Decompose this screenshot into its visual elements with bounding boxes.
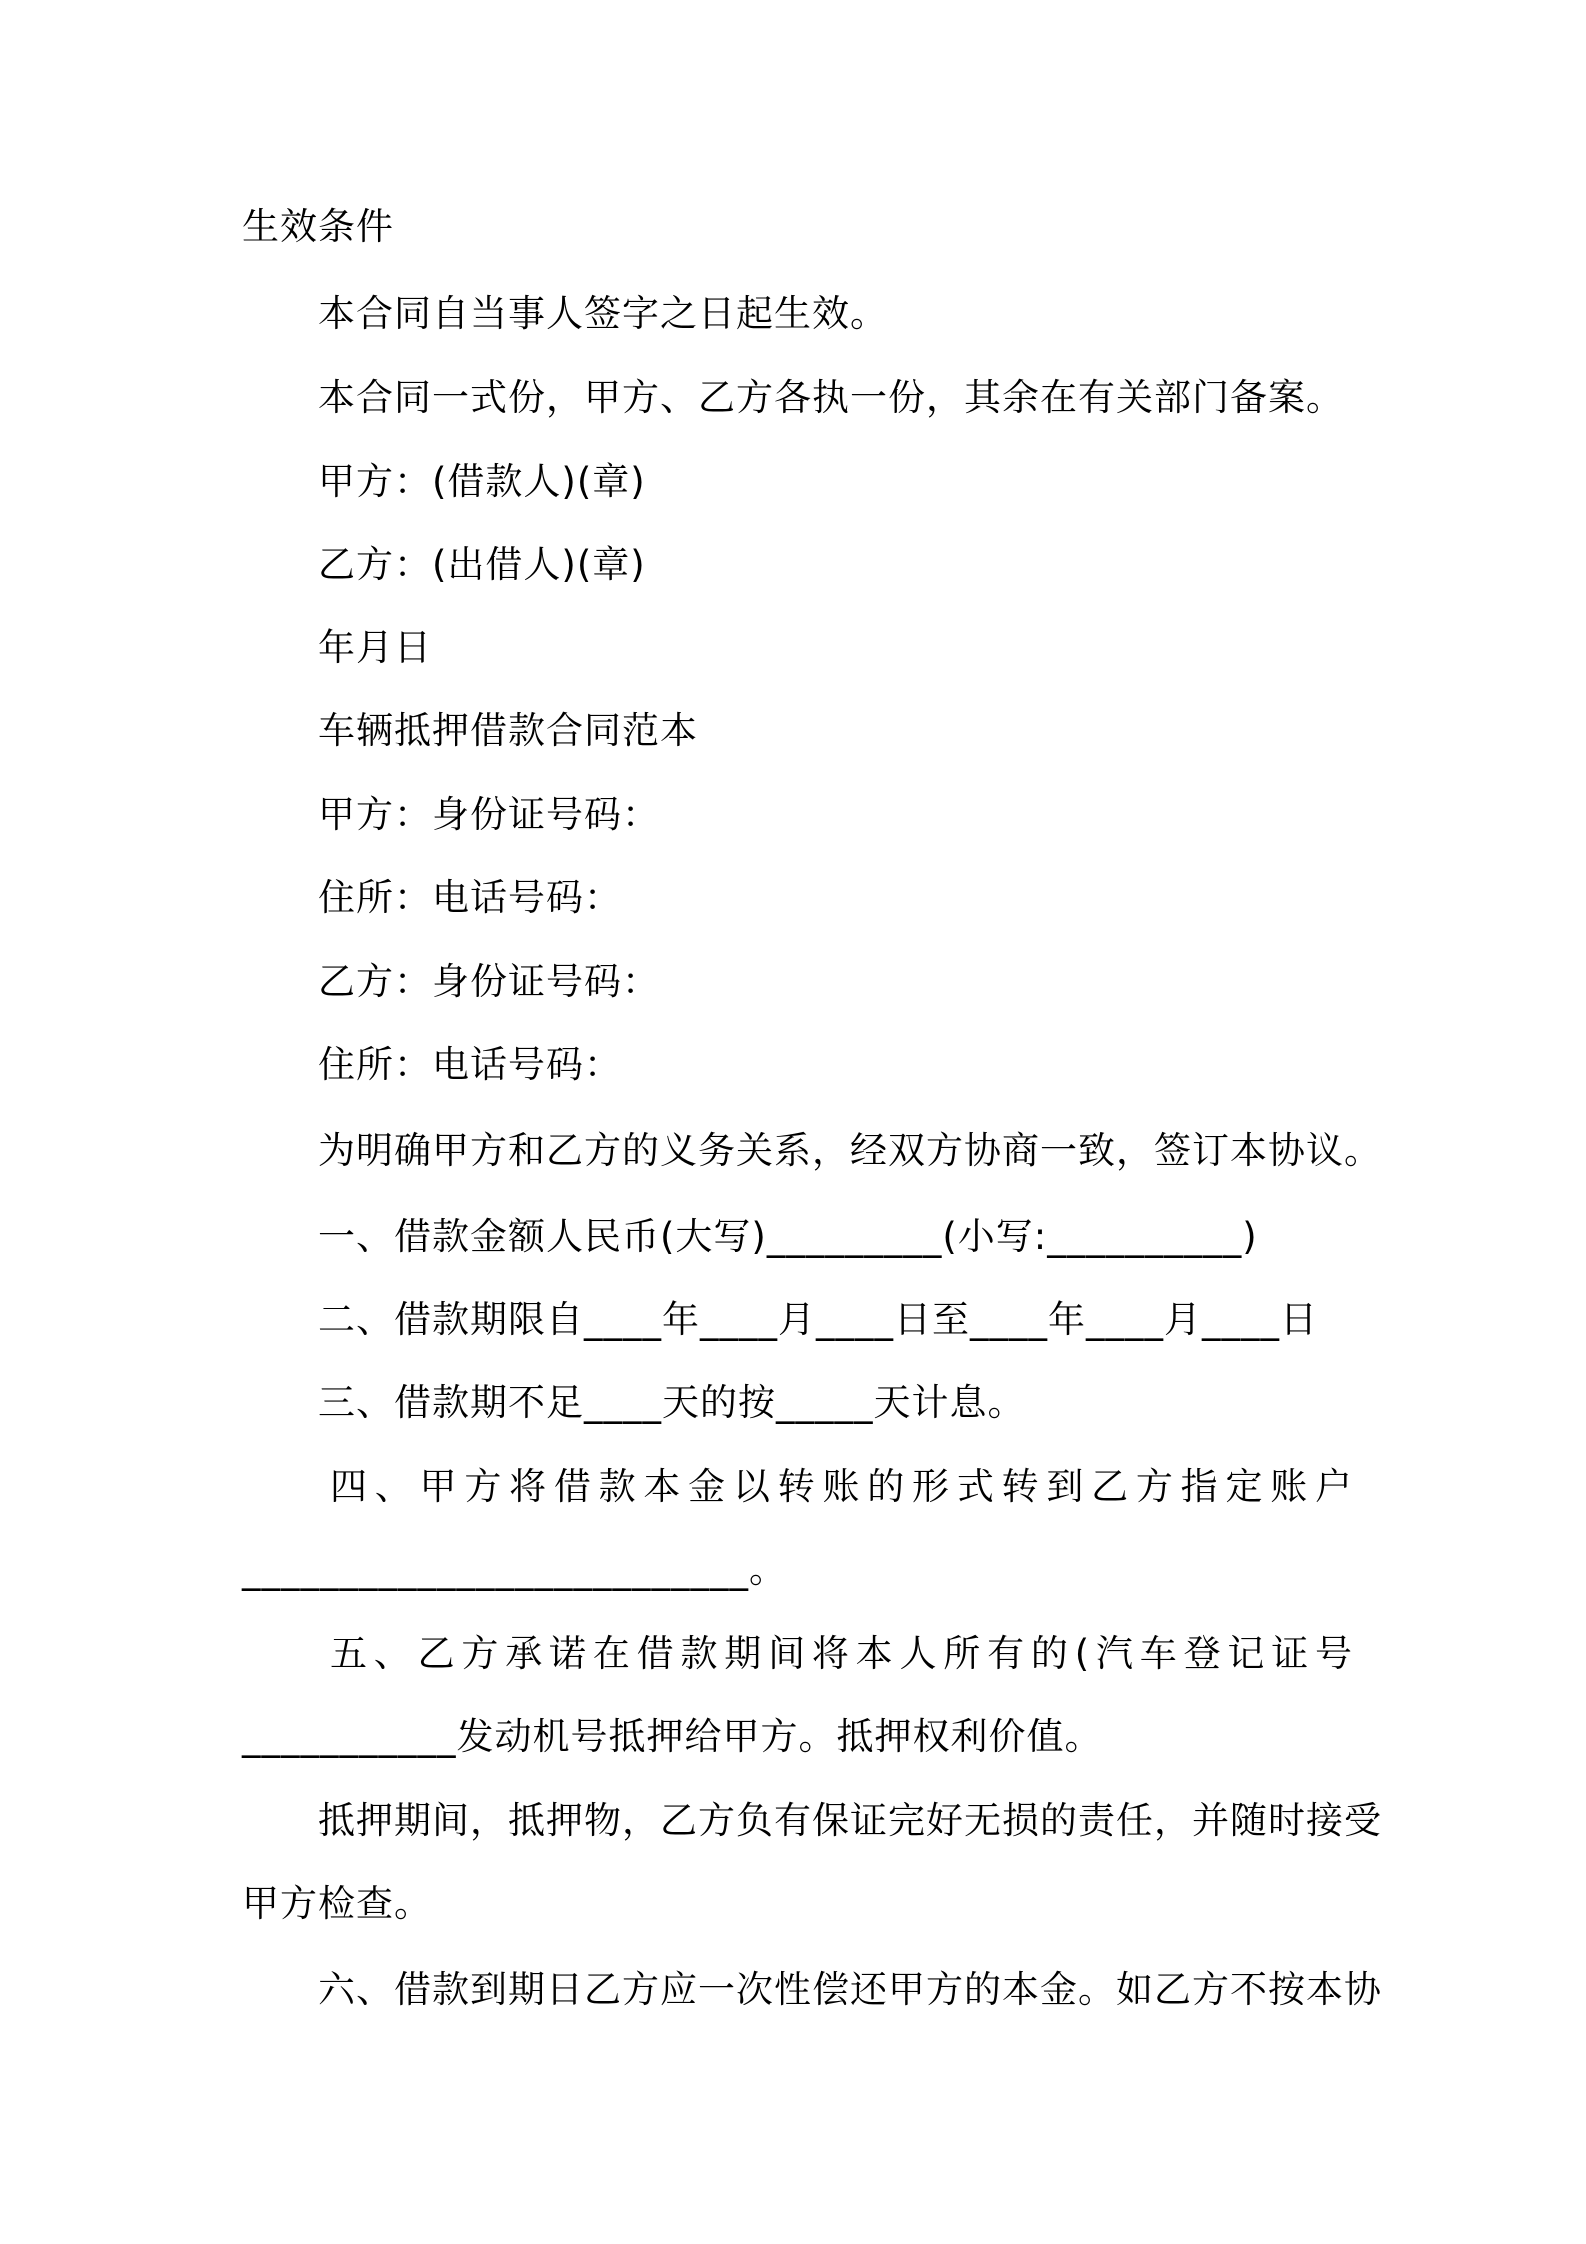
- clause-line: 一、借款金额人民币(大写)_________(小写:__________): [318, 1215, 1258, 1258]
- paragraph-line: 甲方检查。: [242, 1882, 432, 1925]
- paragraph-line: 为明确甲方和乙方的义务关系，经双方协商一致，签订本协议。: [318, 1129, 1382, 1172]
- paragraph-line: 乙方：身份证号码：: [318, 960, 660, 1003]
- paragraph-line: 本合同一式份，甲方、乙方各执一份，其余在有关部门备案。: [318, 376, 1344, 419]
- paragraph-line: 甲方：身份证号码：: [318, 793, 660, 836]
- clause-line: 六、借款到期日乙方应一次性偿还甲方的本金。如乙方不按本协: [318, 1968, 1382, 2011]
- clause-line: __________________________。: [242, 1548, 787, 1591]
- clause-line: 二、借款期限自____年____月____日至____年____月____日: [318, 1298, 1318, 1341]
- section-heading: 生效条件: [242, 205, 394, 248]
- paragraph-line: 年月日: [318, 626, 432, 669]
- paragraph-line: 抵押期间，抵押物，乙方负有保证完好无损的责任，并随时接受: [318, 1799, 1382, 1842]
- paragraph-line: 乙方：(出借人)(章): [318, 543, 646, 586]
- paragraph-line: 甲方：(借款人)(章): [318, 460, 646, 503]
- clause-line: 三、借款期不足____天的按_____天计息。: [318, 1381, 1026, 1424]
- document-title: 车辆抵押借款合同范本: [318, 709, 698, 752]
- clause-line: ___________发动机号抵押给甲方。抵押权利价值。: [242, 1715, 1103, 1758]
- paragraph-line: 住所：电话号码：: [318, 876, 622, 919]
- clause-line: 五、乙方承诺在借款期间将本人所有的(汽车登记证号: [330, 1632, 1353, 1675]
- clause-line: 四、甲方将借款本金以转账的形式转到乙方指定账户: [330, 1465, 1353, 1508]
- paragraph-line: 本合同自当事人签字之日起生效。: [318, 292, 888, 335]
- paragraph-line: 住所：电话号码：: [318, 1043, 622, 1086]
